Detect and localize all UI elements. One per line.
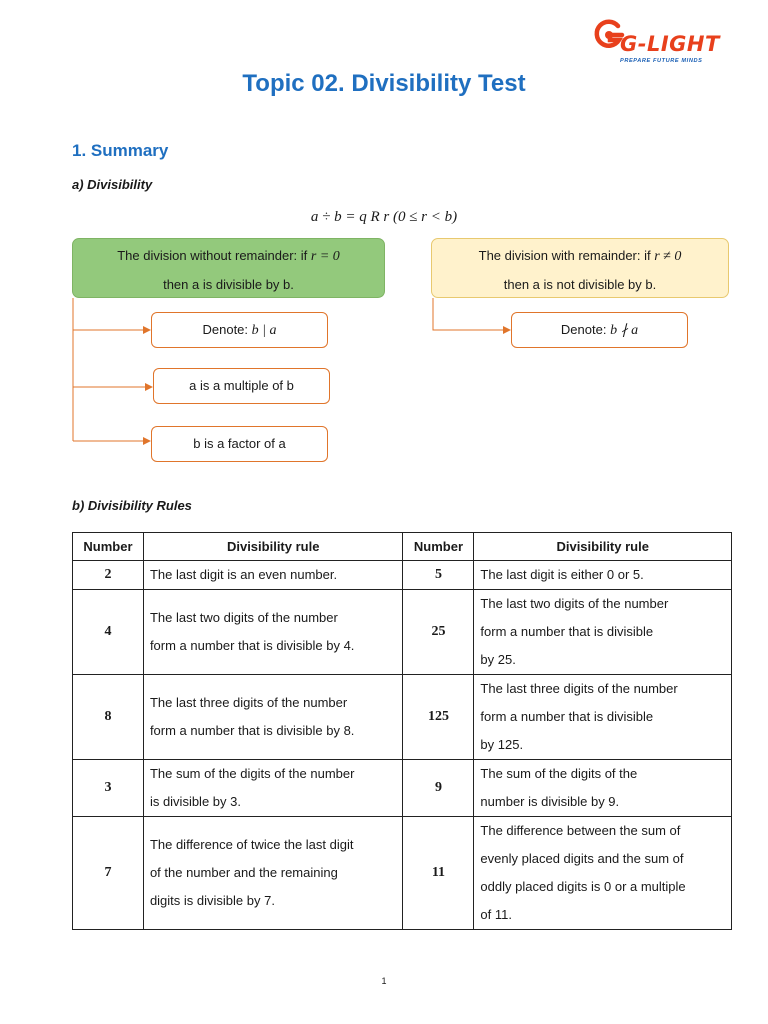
header-rule-2: Divisibility rule xyxy=(474,533,732,561)
logo-brand-text: G-LIGHT xyxy=(620,32,720,56)
table-header-row xyxy=(73,533,732,561)
with-remainder-line2: then a is not divisible by b. xyxy=(503,277,657,292)
number-cell: 25 xyxy=(403,590,474,675)
no-remainder-condition: r = 0 xyxy=(310,249,340,264)
rule-cell: The last digit is an even number. xyxy=(143,561,403,590)
table-row xyxy=(73,675,732,760)
number-cell: 3 xyxy=(73,760,144,817)
divisibility-rules-table xyxy=(72,532,732,930)
section-heading: 1. Summary xyxy=(72,141,169,160)
number-cell: 11 xyxy=(403,817,474,930)
table-row xyxy=(73,760,732,817)
rule-cell: The last digit is either 0 or 5. xyxy=(474,561,732,590)
number-cell: 4 xyxy=(73,590,144,675)
rule-cell: The last two digits of the number form a number that is divisible by 25. xyxy=(474,590,732,675)
number-cell: 125 xyxy=(403,675,474,760)
rule-cell: The last three digits of the number form a number that is divisible by 125. xyxy=(474,675,732,760)
denote-divides-box: Denote: b | a xyxy=(151,312,328,348)
multiple-box: a is a multiple of b xyxy=(153,368,330,404)
no-remainder-line1: The division without remainder: if r = 0 xyxy=(117,248,340,264)
table-row xyxy=(73,590,732,675)
subsection-heading-rules: b) Divisibility Rules xyxy=(72,498,192,513)
rule-cell: The sum of the digits of the number is divisible by 9. xyxy=(474,760,732,817)
number-cell: 2 xyxy=(73,561,144,590)
number-cell: 5 xyxy=(403,561,474,590)
no-remainder-box xyxy=(72,238,385,298)
header-rule-1: Divisibility rule xyxy=(143,533,403,561)
page-number: 1 xyxy=(381,976,387,986)
with-remainder-condition: r ≠ 0 xyxy=(654,249,682,264)
division-formula: a ÷ b = q R r (0 ≤ r < b) xyxy=(310,209,458,225)
header-number-1: Number xyxy=(73,533,144,561)
with-remainder-box xyxy=(431,238,729,298)
with-remainder-line1: The division with remainder: if r ≠ 0 xyxy=(478,248,682,264)
rule-cell: The last two digits of the number form a number that is divisible by 4. xyxy=(143,590,403,675)
factor-box: b is a factor of a xyxy=(151,426,328,462)
rule-cell: The last three digits of the number form a number that is divisible by 8. xyxy=(143,675,403,760)
header-number-2: Number xyxy=(403,533,474,561)
rule-cell: The difference of twice the last digit of the number and the remaining digits is divisible by 7. xyxy=(143,817,403,930)
rule-cell: The sum of the digits of the number is divisible by 3. xyxy=(143,760,403,817)
page-title: Topic 02. Divisibility Test xyxy=(242,70,526,97)
logo-tagline: PREPARE FUTURE MINDS xyxy=(620,58,703,64)
number-cell: 7 xyxy=(73,817,144,930)
number-cell: 9 xyxy=(403,760,474,817)
number-cell: 8 xyxy=(73,675,144,760)
rule-cell: The difference between the sum of evenly placed digits and the sum of oddly placed digits is 0 or a multiple of 11. xyxy=(474,817,732,930)
subsection-heading-divisibility: a) Divisibility xyxy=(72,177,153,192)
brand-logo xyxy=(592,18,742,70)
no-remainder-line2: then a is divisible by b. xyxy=(163,277,294,292)
table-row xyxy=(73,817,732,930)
table-row xyxy=(73,561,732,590)
denote-not-divides-box: Denote: b ∤ a xyxy=(511,312,688,348)
